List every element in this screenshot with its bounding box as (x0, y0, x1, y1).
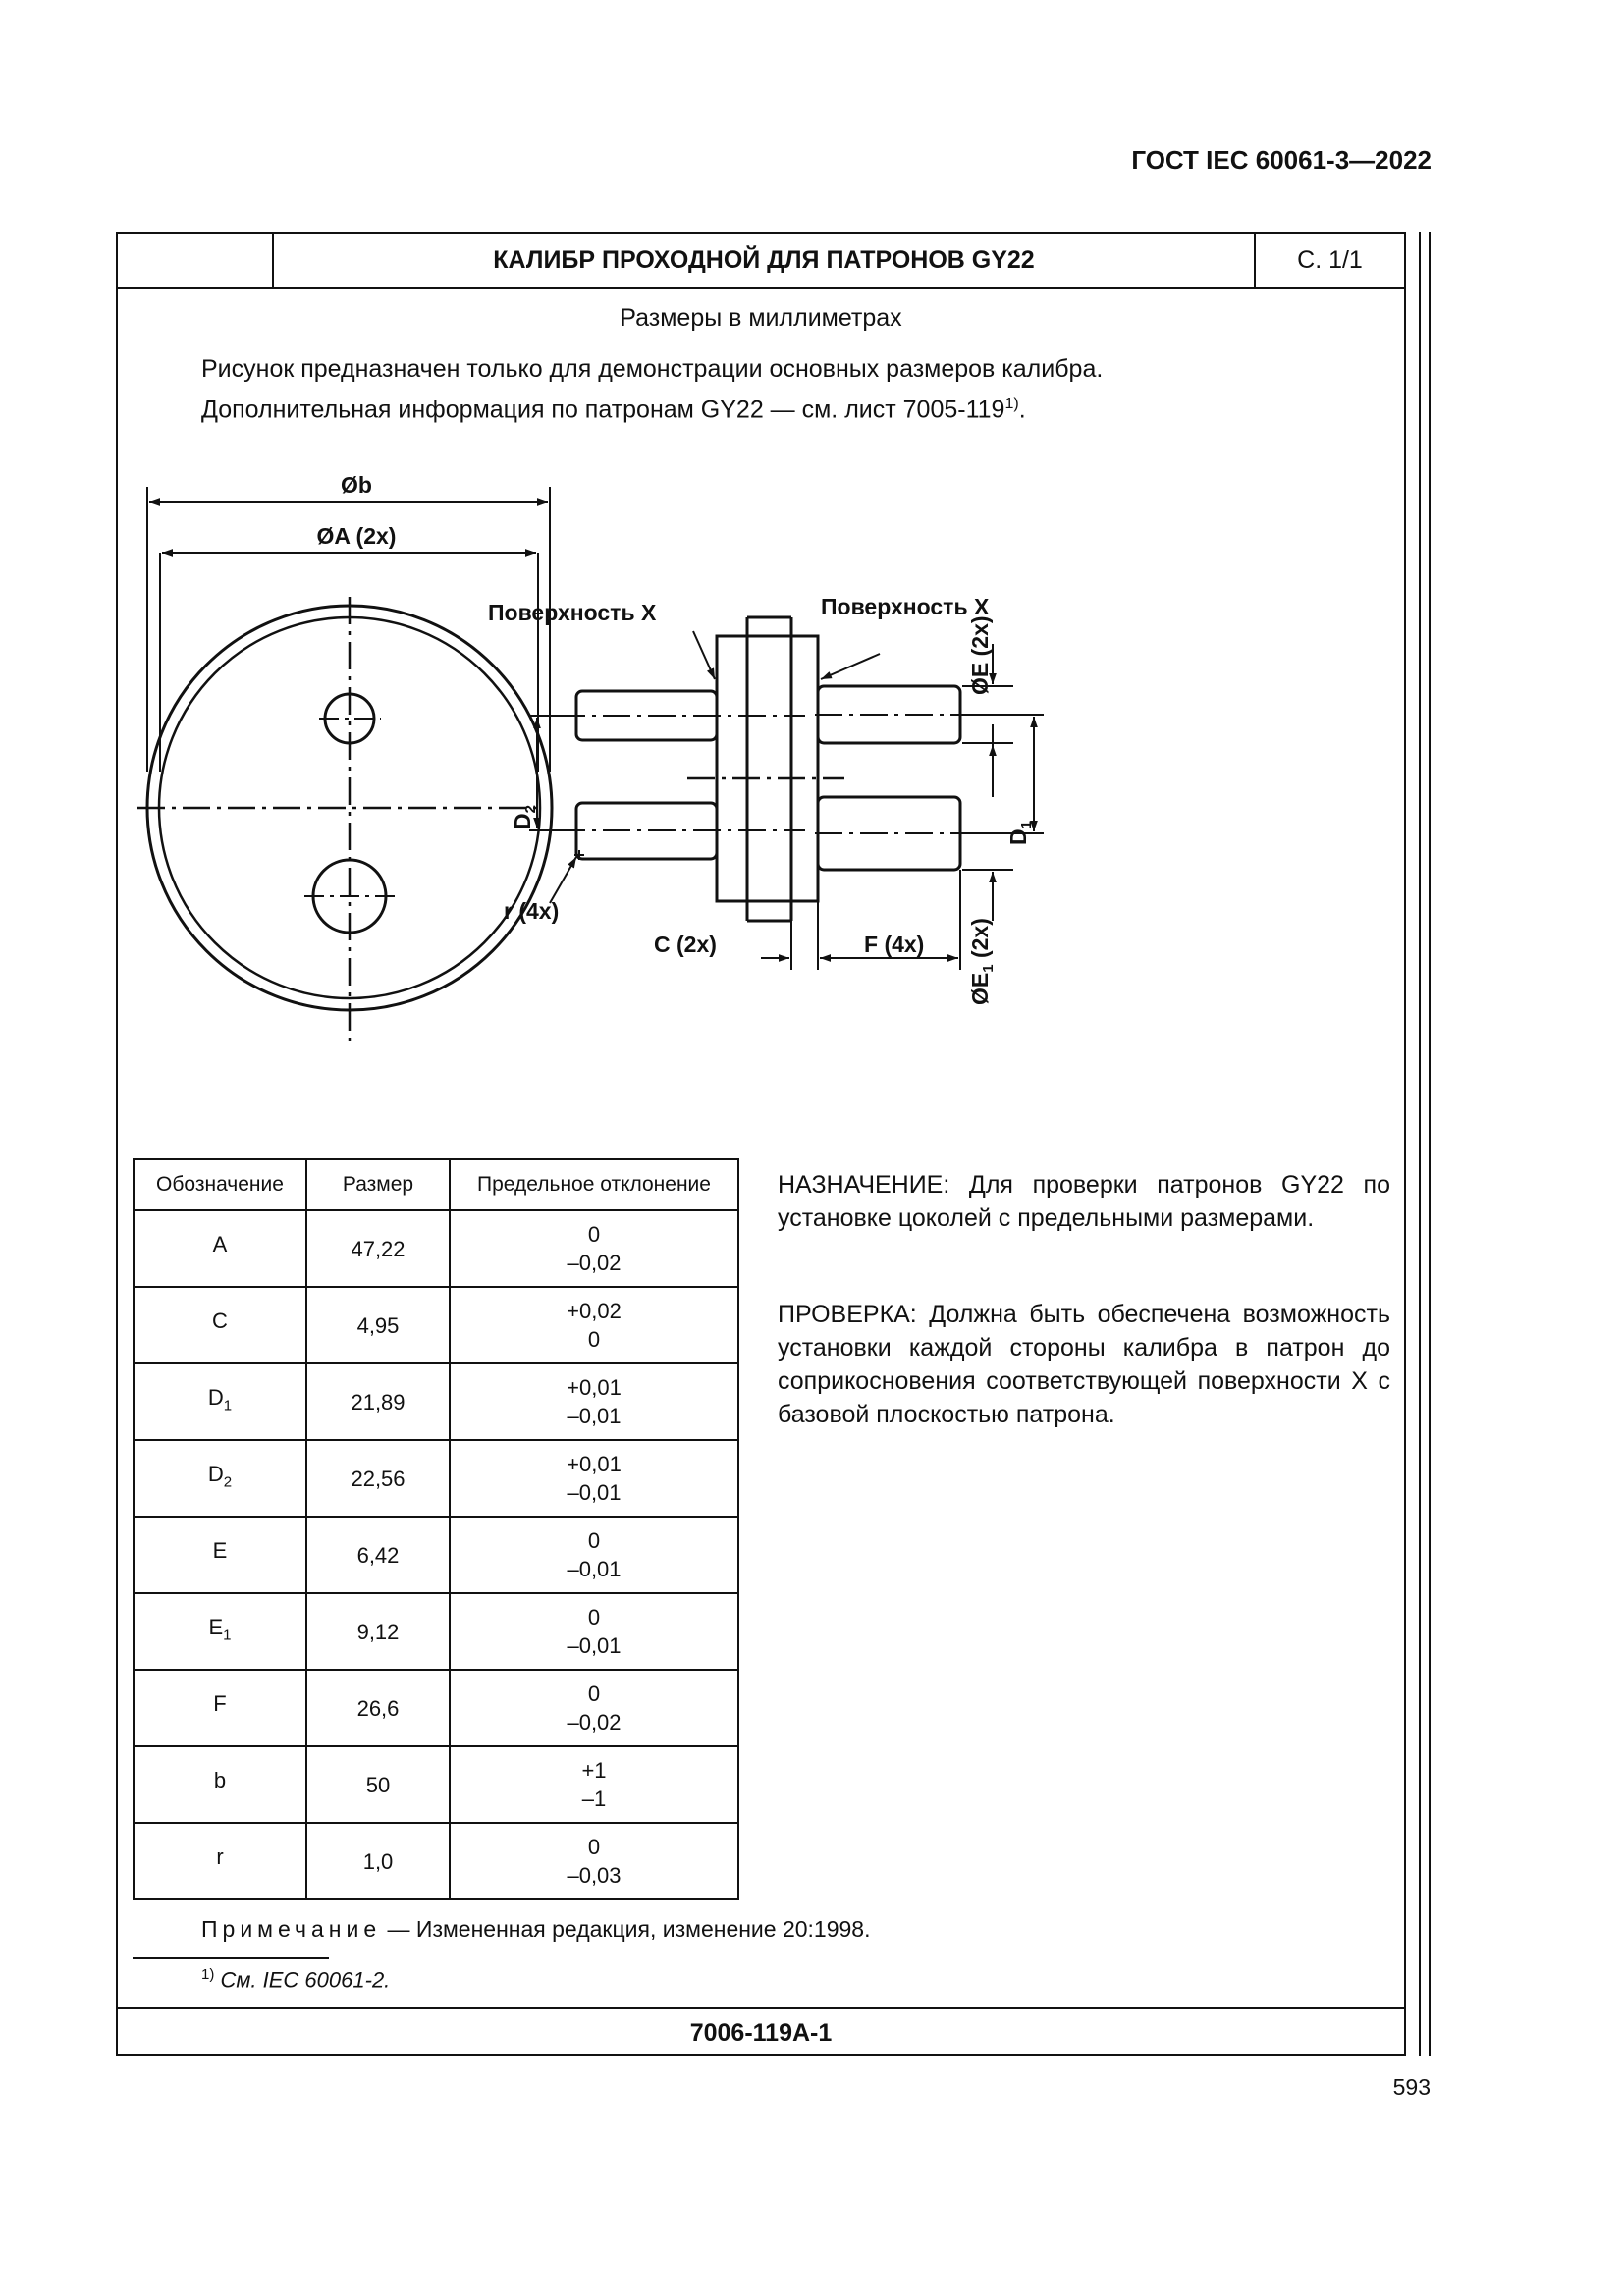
footnote: $^{1)}$ См. IEC 60061-2. (201, 1966, 391, 1993)
label-d2: $D_2$ (510, 805, 539, 829)
units-note: Размеры в миллиметрах (620, 304, 902, 332)
label-d1: $D_1$ (1005, 821, 1035, 845)
label-dia-a: ØA (2x) (316, 523, 397, 549)
sheet-frame (116, 232, 1406, 2056)
table-row: r 1,0 0 –0,03 (134, 1823, 738, 1899)
label-f: F (4x) (864, 932, 925, 957)
sheet-number: 7006-119A-1 (118, 2007, 1404, 2057)
frame-side-line (1419, 232, 1421, 2056)
label-c: C (2x) (654, 932, 717, 957)
sheet-page: С. 1/1 (1297, 246, 1363, 274)
table-row: A 47,22 0 –0,02 (134, 1210, 738, 1287)
gauge-body (717, 636, 818, 901)
check-text: ПРОВЕРКА: Должна быть обеспечена возможность установки каждой стороны калибра в патрон до соприкосновения соответствующей поверхности X с базовой плоскостью патрона. (778, 1301, 1390, 1428)
table-row: F 26,6 0 –0,02 (134, 1670, 738, 1746)
label-dia-b: Øb (341, 472, 372, 498)
table-row: $D_1$ 21,89 +0,01 –0,01 (134, 1363, 738, 1440)
document-code: ГОСТ IEC 60061-3—2022 (1131, 145, 1432, 175)
dimensions-table (133, 1158, 739, 1900)
sheet-title: КАЛИБР ПРОХОДНОЙ ДЛЯ ПАТРОНОВ GY22 (493, 246, 1035, 274)
table-row: $E_1$ 9,12 0 –0,01 (134, 1593, 738, 1670)
footnote-rule (133, 1957, 329, 1959)
intro-text: Рисунок предназначен только для демонстрации основных размеров калибра. Дополнительная информация по патронам GY22 — см. лист 7005-119$^{1)}$. (201, 355, 1104, 424)
table-row: b 50 +1 –1 (134, 1746, 738, 1823)
inner-circle (159, 617, 540, 998)
label-dia-e: ØE (2x) (967, 615, 993, 695)
label-surface-left: Поверхность X (488, 600, 657, 625)
note: Примечание — Измененная редакция, изменение 20:1998. (201, 1916, 871, 1942)
table-header-row: Обозначение Размер Предельное отклонение (134, 1159, 738, 1210)
page-number: 593 (1392, 2074, 1431, 2100)
table-row: $D_2$ 22,56 +0,01 –0,01 (134, 1440, 738, 1517)
label-surface-right: Поверхность X (821, 594, 990, 619)
label-r: r (4x) (504, 898, 560, 924)
table-row: E 6,42 0 –0,01 (134, 1517, 738, 1593)
frame-side-line (1429, 232, 1431, 2056)
gauge-drawing (118, 234, 1404, 1117)
purpose-text: НАЗНАЧЕНИЕ: Для проверки патронов GY22 по установке цоколей с предельными размерами. (778, 1171, 1390, 1232)
table-row: C 4,95 +0,02 0 (134, 1287, 738, 1363)
label-dia-e1: $ØE_1$ (2x) (967, 918, 997, 1005)
